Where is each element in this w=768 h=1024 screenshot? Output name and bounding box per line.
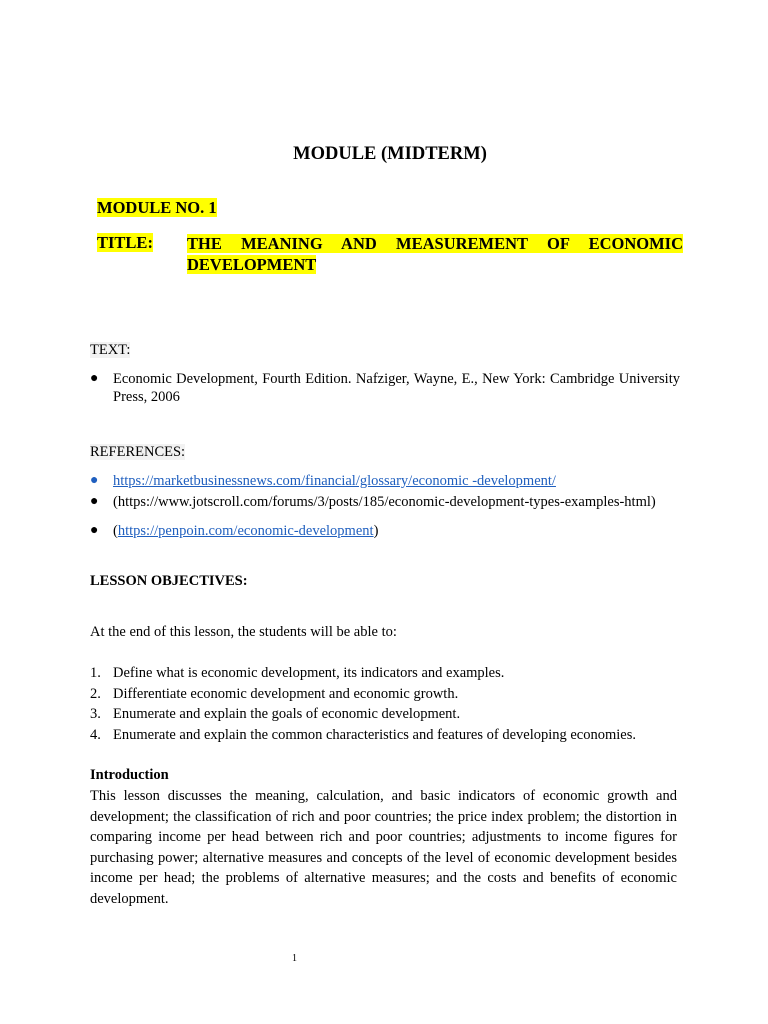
bullet-icon: ● [90, 494, 99, 509]
objective-text: Enumerate and explain the common characteristics and features of developing economies. [113, 727, 637, 743]
objective-number: 2. [90, 686, 101, 702]
objective-text: Define what is economic development, its indicators and examples. [113, 665, 505, 681]
bullet-icon: ● [90, 523, 99, 538]
references-label-text: REFERENCES: [90, 444, 186, 460]
objective-item [90, 727, 690, 744]
objective-item [90, 706, 690, 723]
title-label [97, 233, 153, 253]
objective-item [90, 686, 690, 703]
reference-text: (https://www.jotscroll.com/forums/3/posts/185/economic-development-types-examples-html) [113, 494, 656, 510]
objective-number: 3. [90, 706, 101, 722]
module-number [97, 198, 217, 218]
reference-item [90, 522, 680, 540]
objective-text: Enumerate and explain the goals of economic development. [113, 706, 461, 722]
reference-suffix: ) [373, 523, 379, 539]
page-number: 1 [292, 953, 297, 964]
objective-number: 1. [90, 665, 101, 681]
objectives-intro: At the end of this lesson, the students will be able to: [90, 624, 397, 640]
intro-body: This lesson discusses the meaning, calculation, and basic indicators of economic growth and development; the classification of rich and poor countries; the price index problem; the distortion in comparing income per head between rich and poor countries; adjustments to income figures for purchasing power; alternative measures and concepts of the level of economic development besides income per head; the problems of alternative measures; and the costs and benefits of economic development. [90, 788, 677, 907]
objective-text: Differentiate economic development and economic growth. [113, 686, 459, 702]
title-label-text: TITLE: [97, 233, 153, 252]
reference-link[interactable]: https://penpoin.com/economic-development [117, 523, 374, 539]
reference-item [90, 472, 680, 490]
reference-link[interactable]: https://marketbusinessnews.com/financial/glossary/economic -development/ [113, 473, 556, 489]
module-number-text: MODULE NO. 1 [97, 198, 217, 217]
text-item-text: Economic Development, Fourth Edition. Nafziger, Wayne, E., New York: Cambridge University Press, 2006 [113, 371, 680, 405]
objective-item [90, 665, 690, 682]
reference-prefix: ( [113, 523, 118, 539]
objectives-heading: LESSON OBJECTIVES: [90, 573, 248, 589]
bullet-icon: ● [90, 371, 99, 386]
references-label [90, 444, 185, 461]
text-item [90, 370, 680, 406]
title-value [187, 233, 683, 275]
module-heading: MODULE (MIDTERM) [293, 144, 487, 164]
title-value-text: THE MEANING AND MEASUREMENT OF ECONOMIC DEVELOPMENT [187, 234, 683, 274]
text-label-text: TEXT: [90, 342, 131, 358]
text-label [90, 342, 130, 359]
reference-item [90, 493, 680, 511]
intro-heading: Introduction [90, 767, 169, 783]
objective-number: 4. [90, 727, 101, 743]
bullet-icon: ● [90, 473, 99, 488]
